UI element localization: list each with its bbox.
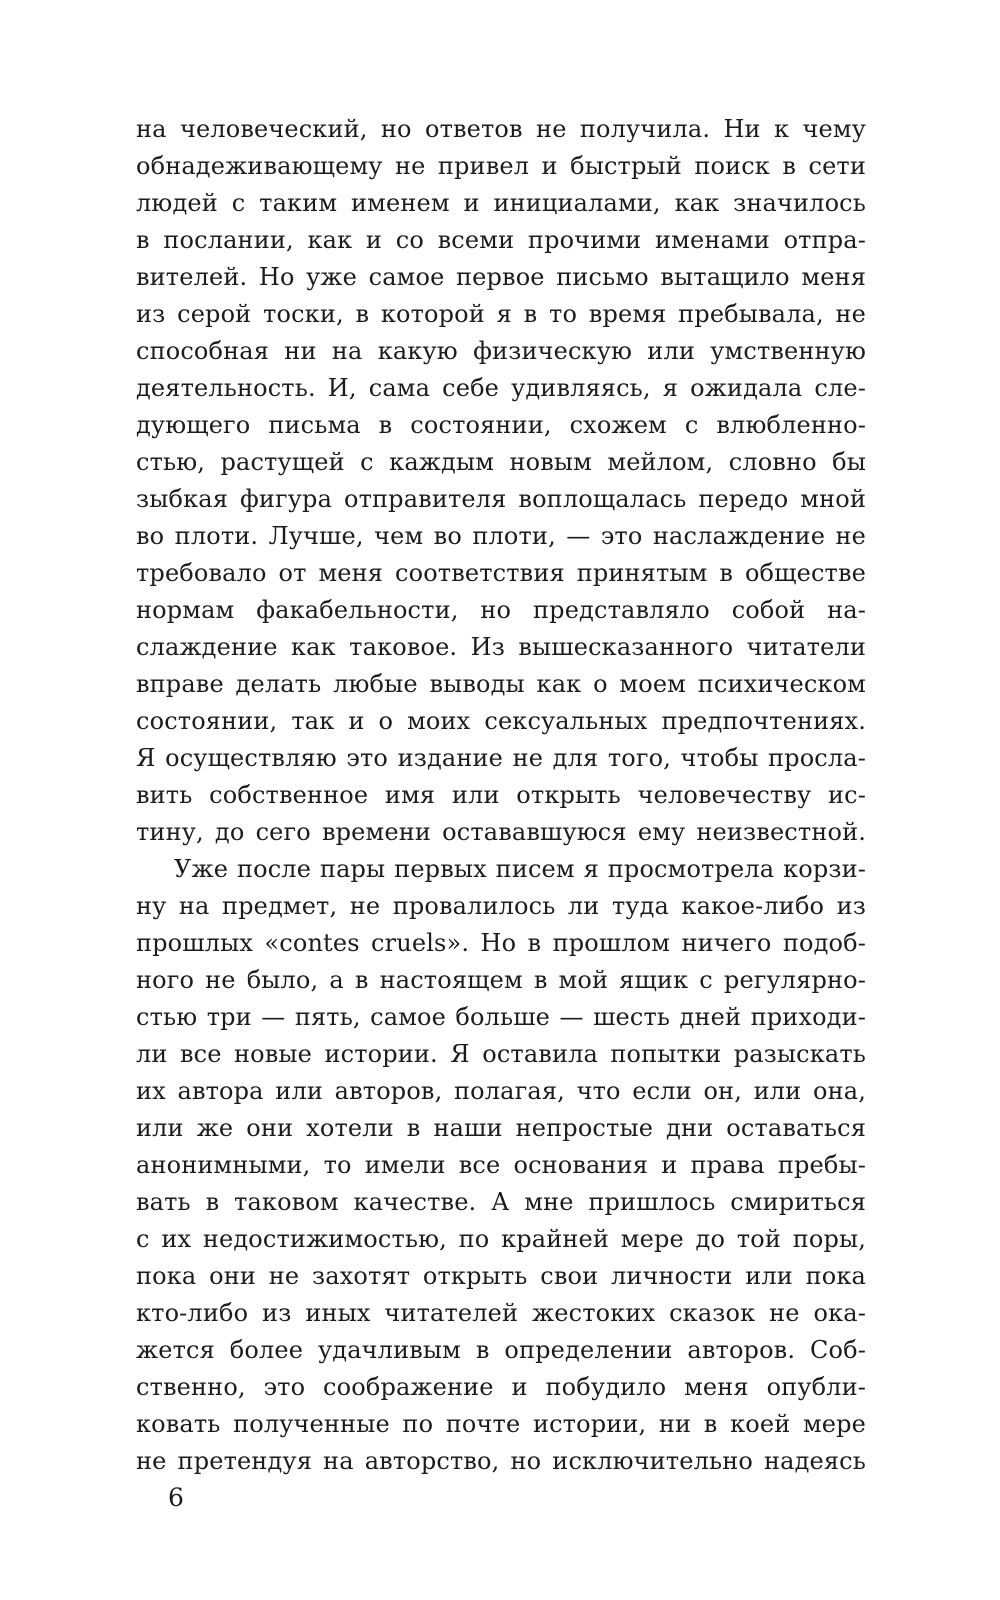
page-number: 6 xyxy=(168,1483,184,1512)
text-line: ли все новые истории. Я оставила попытки разыскать xyxy=(136,1040,866,1068)
text-line: вителей. Но уже самое первое письмо вытащило меня xyxy=(136,263,866,291)
text-line: не претендуя на авторство, но исключительно надеясь xyxy=(136,1447,866,1475)
text-line: ственно, это соображение и побудило меня опубли- xyxy=(136,1373,866,1401)
text-line: анонимными, то имели все основания и права пребы- xyxy=(136,1151,866,1179)
text-line: их автора или авторов, полагая, что если он, или она, xyxy=(136,1077,866,1105)
paragraph xyxy=(136,851,866,1480)
text-line: пока они не захотят открыть свои личности или пока xyxy=(136,1262,866,1290)
text-line: вить собственное имя или открыть человечеству ис- xyxy=(136,781,866,809)
text-line: стью три — пять, самое больше — шесть дней приходи- xyxy=(136,1003,866,1031)
text-line: Я осуществляю это издание не для того, чтобы просла- xyxy=(136,744,866,772)
text-line: состоянии, так и о моих сексуальных предпочтениях. xyxy=(136,707,866,735)
text-line: в послании, как и со всеми прочими именами отпра- xyxy=(136,226,866,254)
text-line: вать в таковом качестве. А мне пришлось смириться xyxy=(136,1188,866,1216)
text-line: тину, до сего времени остававшуюся ему неизвестной. xyxy=(136,818,866,846)
text-line: прошлых «contes cruels». Но в прошлом ничего подоб- xyxy=(136,929,866,957)
text-line: с их недостижимостью, по крайней мере до той поры, xyxy=(136,1225,866,1253)
text-line: во плоти. Лучше, чем во плоти, — это наслаждение не xyxy=(136,522,866,550)
text-line: вправе делать любые выводы как о моем психическом xyxy=(136,670,866,698)
body-text xyxy=(136,111,866,1480)
text-line: на человеческий, но ответов не получила. Ни к чему xyxy=(136,115,866,143)
text-line: людей с таким именем и инициалами, как значилось xyxy=(136,189,866,217)
text-line: деятельность. И, сама себе удивляясь, я ожидала сле- xyxy=(136,374,866,402)
text-line: обнадеживающему не привел и быстрый поиск в сети xyxy=(136,152,866,180)
text-line: ного не было, а в настоящем в мой ящик с регулярно- xyxy=(136,966,866,994)
text-line: Уже после пары первых писем я просмотрела корзи- xyxy=(174,855,866,883)
text-line: кто-либо из иных читателей жестоких сказок не ока- xyxy=(136,1299,866,1327)
text-line: способная ни на какую физическую или умственную xyxy=(136,337,866,365)
text-line: или же они хотели в наши непростые дни оставаться xyxy=(136,1114,866,1142)
text-line: требовало от меня соответствия принятым в обществе xyxy=(136,559,866,587)
text-line: слаждение как таковое. Из вышесказанного читатели xyxy=(136,633,866,661)
text-line: из серой тоски, в которой я в то время пребывала, не xyxy=(136,300,866,328)
text-line: нормам факабельности, но представляло собой на- xyxy=(136,596,866,624)
text-line: стью, растущей с каждым новым мейлом, словно бы xyxy=(136,448,866,476)
text-line: ну на предмет, не провалилось ли туда какое-либо из xyxy=(136,892,866,920)
text-line: зыбкая фигура отправителя воплощалась передо мной xyxy=(136,485,866,513)
text-line: дующего письма в состоянии, схожем с влюбленно- xyxy=(136,411,866,439)
text-line: жется более удачливым в определении авторов. Соб- xyxy=(136,1336,866,1364)
text-line: ковать полученные по почте истории, ни в коей мере xyxy=(136,1410,866,1438)
paragraph xyxy=(136,111,866,851)
